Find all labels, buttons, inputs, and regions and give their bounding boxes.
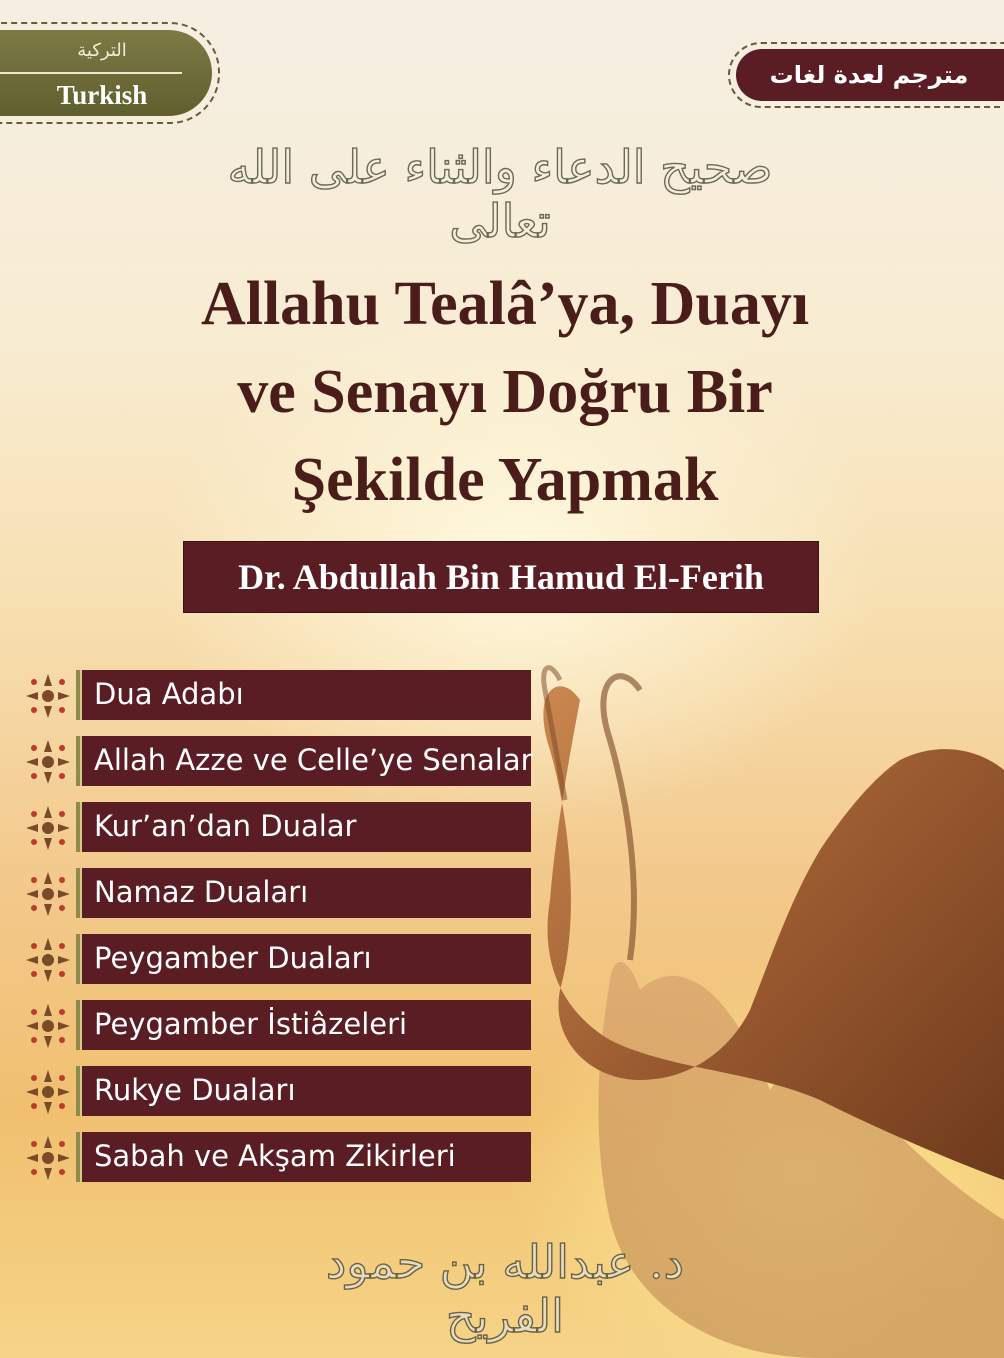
book-title	[60, 260, 950, 524]
list-item	[18, 736, 538, 788]
list-item-label: Kur’an’dan Dualar	[94, 809, 357, 843]
ornament-icon	[18, 670, 76, 722]
author-banner	[183, 541, 819, 613]
ornament-icon	[18, 934, 76, 986]
ornament-icon	[18, 868, 76, 920]
list-item-label: Sabah ve Akşam Zikirleri	[94, 1139, 456, 1173]
ornament-icon	[18, 1132, 76, 1184]
list-item	[18, 868, 538, 920]
language-arabic-label: التركية	[77, 40, 127, 61]
list-item	[18, 670, 538, 722]
list-item-label: Peygamber İstiâzeleri	[94, 1007, 408, 1041]
translated-badge	[728, 42, 1004, 108]
list-item-label: Namaz Duaları	[94, 875, 309, 909]
title-line-1: Allahu Tealâ’ya, Duayı	[200, 270, 810, 338]
ornament-icon	[18, 736, 76, 788]
list-item-label: Peygamber Duaları	[94, 941, 372, 975]
language-english-label: Turkish	[56, 80, 148, 110]
list-item	[18, 1132, 538, 1184]
ornament-icon	[18, 1000, 76, 1052]
list-item	[18, 1000, 538, 1052]
title-line-3: Şekilde Yapmak	[291, 446, 719, 514]
language-badge	[0, 22, 220, 124]
translated-label: مترجم لعدة لغات	[769, 61, 969, 89]
badge-divider	[0, 72, 182, 74]
list-item-label: Allah Azze ve Celle’ye Senalar	[94, 743, 533, 777]
arabic-author-signature: د. عبدالله بن حمود الفريح	[325, 1235, 685, 1343]
author-name: Dr. Abdullah Bin Hamud El-Ferih	[238, 557, 764, 597]
contents-list	[18, 670, 538, 1198]
list-item	[18, 1066, 538, 1118]
list-item	[18, 934, 538, 986]
list-item	[18, 802, 538, 854]
ornament-icon	[18, 1066, 76, 1118]
ornament-icon	[18, 802, 76, 854]
list-item-label: Dua Adabı	[94, 677, 244, 711]
arabic-calligraphy-title: صحيح الدعاء والثناء على الله تعالى	[227, 140, 773, 248]
title-line-2: ve Senayı Doğru Bir	[237, 358, 773, 426]
list-item-label: Rukye Duaları	[94, 1073, 296, 1107]
